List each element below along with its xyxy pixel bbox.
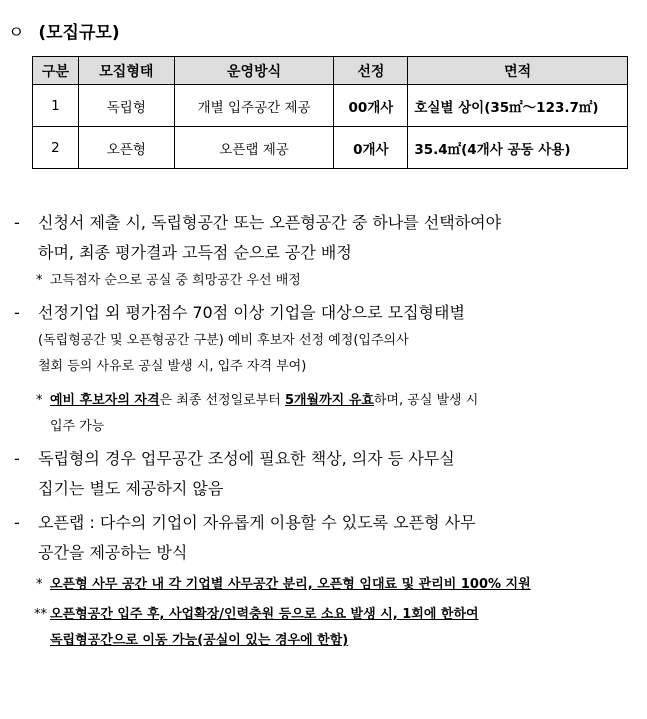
note-emphasis: 5개월까지 유효: [284, 393, 374, 408]
note-sub-text: 입주 가능: [50, 419, 105, 434]
header-operation: 운영방식: [174, 57, 334, 85]
star-marker: *: [36, 273, 43, 288]
dash-marker: -: [14, 513, 20, 532]
dash-marker: -: [14, 213, 20, 232]
note-item: [14, 444, 636, 504]
cell-type: 독립형: [78, 85, 174, 127]
note-item: [14, 508, 636, 568]
cell-selection: 00개사: [334, 85, 408, 127]
recruitment-table: [32, 56, 628, 169]
note-emphasis: 예비 후보자의 자격: [50, 393, 160, 408]
dash-marker: -: [14, 449, 20, 468]
cell-area: 호실별 상이(35㎡～123.7㎡): [408, 85, 628, 127]
note-sub: [14, 602, 636, 654]
note-text: 집기는 별도 제공하지 않음: [38, 479, 224, 498]
note-text: (독립형공간 및 오픈형공간 구분) 예비 후보자 선정 예정(입주의사: [38, 333, 409, 348]
note-sub-text: 고득점자 순으로 공실 중 희망공간 우선 배정: [50, 273, 301, 288]
table-row: [33, 85, 628, 127]
table-header-row: [33, 57, 628, 85]
note-text: 독립형의 경우 업무공간 조성에 필요한 책상, 의자 등 사무실: [38, 449, 455, 468]
header-selection: 선정: [334, 57, 408, 85]
dash-marker: -: [14, 303, 20, 322]
note-sub: [14, 388, 636, 440]
heading-title: (모집규모): [38, 23, 120, 43]
notes-list: [14, 208, 636, 654]
header-type: 모집형태: [78, 57, 174, 85]
note-emphasis: 오픈형 사무 공간 내 각 기업별 사무공간 분리, 오픈형 임대료 및 관리비 100% 지원: [50, 577, 531, 592]
note-text: 신청서 제출 시, 독립형공간 또는 오픈형공간 중 하나를 선택하여야: [38, 213, 502, 232]
star-marker: *: [36, 393, 43, 408]
note-text: 철회 등의 사유로 공실 발생 시, 입주 자격 부여): [38, 359, 307, 374]
cell-operation: 개별 입주공간 제공: [174, 85, 334, 127]
note-sub-text: 하며, 공실 발생 시: [373, 393, 479, 408]
cell-no: 1: [33, 85, 79, 127]
note-item: [14, 298, 636, 328]
note-sub-text: 은 최종 선정일로부터: [159, 393, 285, 408]
note-text: 선정기업 외 평가점수 70점 이상 기업을 대상으로 모집형태별: [38, 303, 465, 322]
header-area: 면적: [408, 57, 628, 85]
note-text: 하며, 최종 평가결과 고득점 순으로 공간 배정: [38, 243, 352, 262]
cell-type: 오픈형: [78, 127, 174, 169]
cell-operation: 오픈랩 제공: [174, 127, 334, 169]
star-marker: *: [36, 577, 43, 592]
cell-no: 2: [33, 127, 79, 169]
note-item: [14, 208, 636, 268]
section-heading: [8, 18, 120, 43]
cell-selection: 0개사: [334, 127, 408, 169]
note-text: 오픈랩 : 다수의 기업이 자유롭게 이용할 수 있도록 오픈형 사무: [38, 513, 476, 532]
note-emphasis: 오픈형공간 입주 후, 사업확장/인력충원 등으로 소요 발생 시, 1회에 한하여: [50, 607, 479, 622]
table-row: [33, 127, 628, 169]
heading-bullet: ㅇ: [8, 23, 25, 43]
note-text: 공간을 제공하는 방식: [38, 543, 188, 562]
cell-area: 35.4㎡(4개사 공동 사용): [408, 127, 628, 169]
header-category: 구분: [33, 57, 79, 85]
note-item-cont: [14, 328, 636, 380]
star-marker: **: [34, 607, 47, 622]
note-emphasis: 독립형공간으로 이동 가능(공실이 있는 경우에 한함): [50, 633, 349, 648]
note-sub: [14, 268, 636, 294]
note-sub: [14, 572, 636, 598]
